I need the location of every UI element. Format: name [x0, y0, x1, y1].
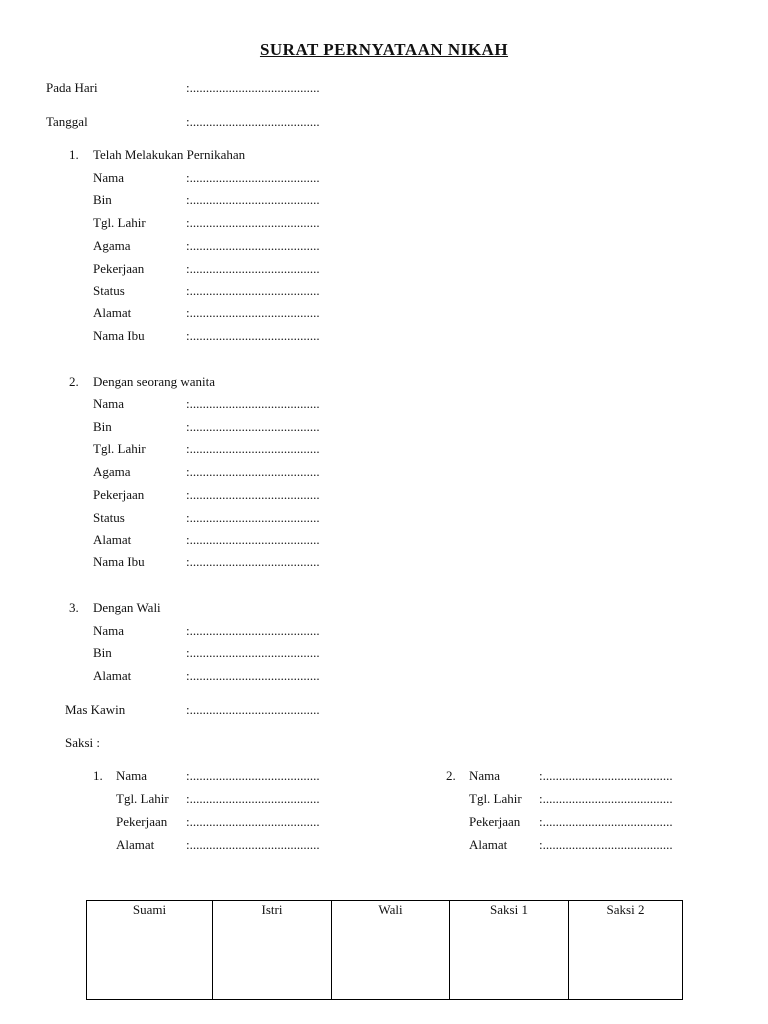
saksi-2-dots-nama[interactable]: :........................................	[539, 768, 673, 783]
field-label-tanggal: Tanggal	[46, 114, 88, 129]
saksi-1-dots-tgl-lahir[interactable]: :........................................	[186, 791, 320, 806]
s1-dots-bin[interactable]: :........................................	[186, 192, 320, 207]
section-2-heading: Dengan seorang wanita	[93, 374, 216, 389]
s2-label-nama-ibu: Nama Ibu	[93, 554, 145, 569]
s2-dots-bin[interactable]: :........................................	[186, 419, 320, 434]
saksi-1-label-tgl-lahir: Tgl. Lahir	[116, 791, 169, 806]
saksi-1-dots-pekerjaan[interactable]: :........................................	[186, 814, 320, 829]
signature-cell-suami[interactable]	[87, 901, 213, 1000]
signature-header-istri: Istri	[261, 902, 283, 917]
s2-label-tgl-lahir: Tgl. Lahir	[93, 441, 146, 456]
s2-dots-tgl-lahir[interactable]: :........................................	[186, 441, 320, 456]
s1-label-pekerjaan: Pekerjaan	[93, 261, 145, 276]
field-dots-tanggal[interactable]: :........................................	[186, 114, 320, 129]
signature-table	[86, 900, 683, 1000]
s1-label-status: Status	[93, 283, 125, 298]
s1-dots-alamat[interactable]: :........................................	[186, 305, 320, 320]
saksi-1-dots-alamat[interactable]: :........................................	[186, 837, 320, 852]
s2-label-status: Status	[93, 510, 125, 525]
s2-label-agama: Agama	[93, 464, 131, 479]
section-1-heading: Telah Melakukan Pernikahan	[93, 147, 246, 162]
s3-label-alamat: Alamat	[93, 668, 132, 683]
signature-cell-saksi-2[interactable]	[569, 901, 683, 1000]
s2-dots-alamat[interactable]: :........................................	[186, 532, 320, 547]
signature-header-wali: Wali	[378, 902, 403, 917]
s1-dots-tgl-lahir[interactable]: :........................................	[186, 215, 320, 230]
s1-label-nama-ibu: Nama Ibu	[93, 328, 145, 343]
s2-label-nama: Nama	[93, 396, 125, 411]
saksi-1-dots-nama[interactable]: :........................................	[186, 768, 320, 783]
saksi-label: Saksi :	[65, 735, 101, 750]
section-2-number: 2.	[69, 374, 79, 389]
signature-cell-saksi-1[interactable]	[450, 901, 569, 1000]
signature-cell-wali[interactable]	[332, 901, 450, 1000]
field-label-pada-hari: Pada Hari	[46, 80, 98, 95]
saksi-2-number: 2.	[446, 768, 456, 783]
saksi-1-number: 1.	[93, 768, 103, 783]
s3-dots-nama[interactable]: :........................................	[186, 623, 320, 638]
s2-dots-agama[interactable]: :........................................	[186, 464, 320, 479]
signature-header-saksi-1: Saksi 1	[490, 902, 528, 917]
s2-label-bin: Bin	[93, 419, 112, 434]
s3-dots-bin[interactable]: :........................................	[186, 645, 320, 660]
s1-label-tgl-lahir: Tgl. Lahir	[93, 215, 146, 230]
saksi-2-dots-pekerjaan[interactable]: :........................................	[539, 814, 673, 829]
section-1-number: 1.	[69, 147, 79, 162]
s1-dots-nama[interactable]: :........................................	[186, 170, 320, 185]
document-title: SURAT PERNYATAAN NIKAH	[259, 40, 509, 59]
saksi-1-label-pekerjaan: Pekerjaan	[116, 814, 168, 829]
s3-label-bin: Bin	[93, 645, 112, 660]
saksi-2-label-tgl-lahir: Tgl. Lahir	[469, 791, 522, 806]
s1-label-nama: Nama	[93, 170, 125, 185]
s2-dots-nama-ibu[interactable]: :........................................	[186, 554, 320, 569]
saksi-2-label-pekerjaan: Pekerjaan	[469, 814, 521, 829]
s1-label-agama: Agama	[93, 238, 131, 253]
s2-dots-status[interactable]: :........................................	[186, 510, 320, 525]
s1-dots-agama[interactable]: :........................................	[186, 238, 320, 253]
saksi-1-label-alamat: Alamat	[116, 837, 155, 852]
s1-label-alamat: Alamat	[93, 305, 132, 320]
section-3-heading: Dengan Wali	[93, 600, 161, 615]
mas-kawin-dots[interactable]: :........................................	[186, 702, 320, 717]
s2-dots-pekerjaan[interactable]: :........................................	[186, 487, 320, 502]
s2-dots-nama[interactable]: :........................................	[186, 396, 320, 411]
signature-header-suami: Suami	[132, 902, 167, 917]
field-dots-pada-hari[interactable]: :........................................	[186, 80, 320, 95]
saksi-2-dots-alamat[interactable]: :........................................	[539, 837, 673, 852]
saksi-2-label-nama: Nama	[469, 768, 501, 783]
s2-label-pekerjaan: Pekerjaan	[93, 487, 145, 502]
mas-kawin-label: Mas Kawin	[65, 702, 126, 717]
saksi-1-label-nama: Nama	[116, 768, 148, 783]
s3-dots-alamat[interactable]: :........................................	[186, 668, 320, 683]
s2-label-alamat: Alamat	[93, 532, 132, 547]
saksi-2-dots-tgl-lahir[interactable]: :........................................	[539, 791, 673, 806]
signature-header-saksi-2: Saksi 2	[606, 902, 645, 917]
s3-label-nama: Nama	[93, 623, 125, 638]
s1-dots-pekerjaan[interactable]: :........................................	[186, 261, 320, 276]
s1-label-bin: Bin	[93, 192, 112, 207]
s1-dots-status[interactable]: :........................................	[186, 283, 320, 298]
signature-cell-istri[interactable]	[213, 901, 332, 1000]
section-3-number: 3.	[69, 600, 79, 615]
s1-dots-nama-ibu[interactable]: :........................................	[186, 328, 320, 343]
saksi-2-label-alamat: Alamat	[469, 837, 508, 852]
